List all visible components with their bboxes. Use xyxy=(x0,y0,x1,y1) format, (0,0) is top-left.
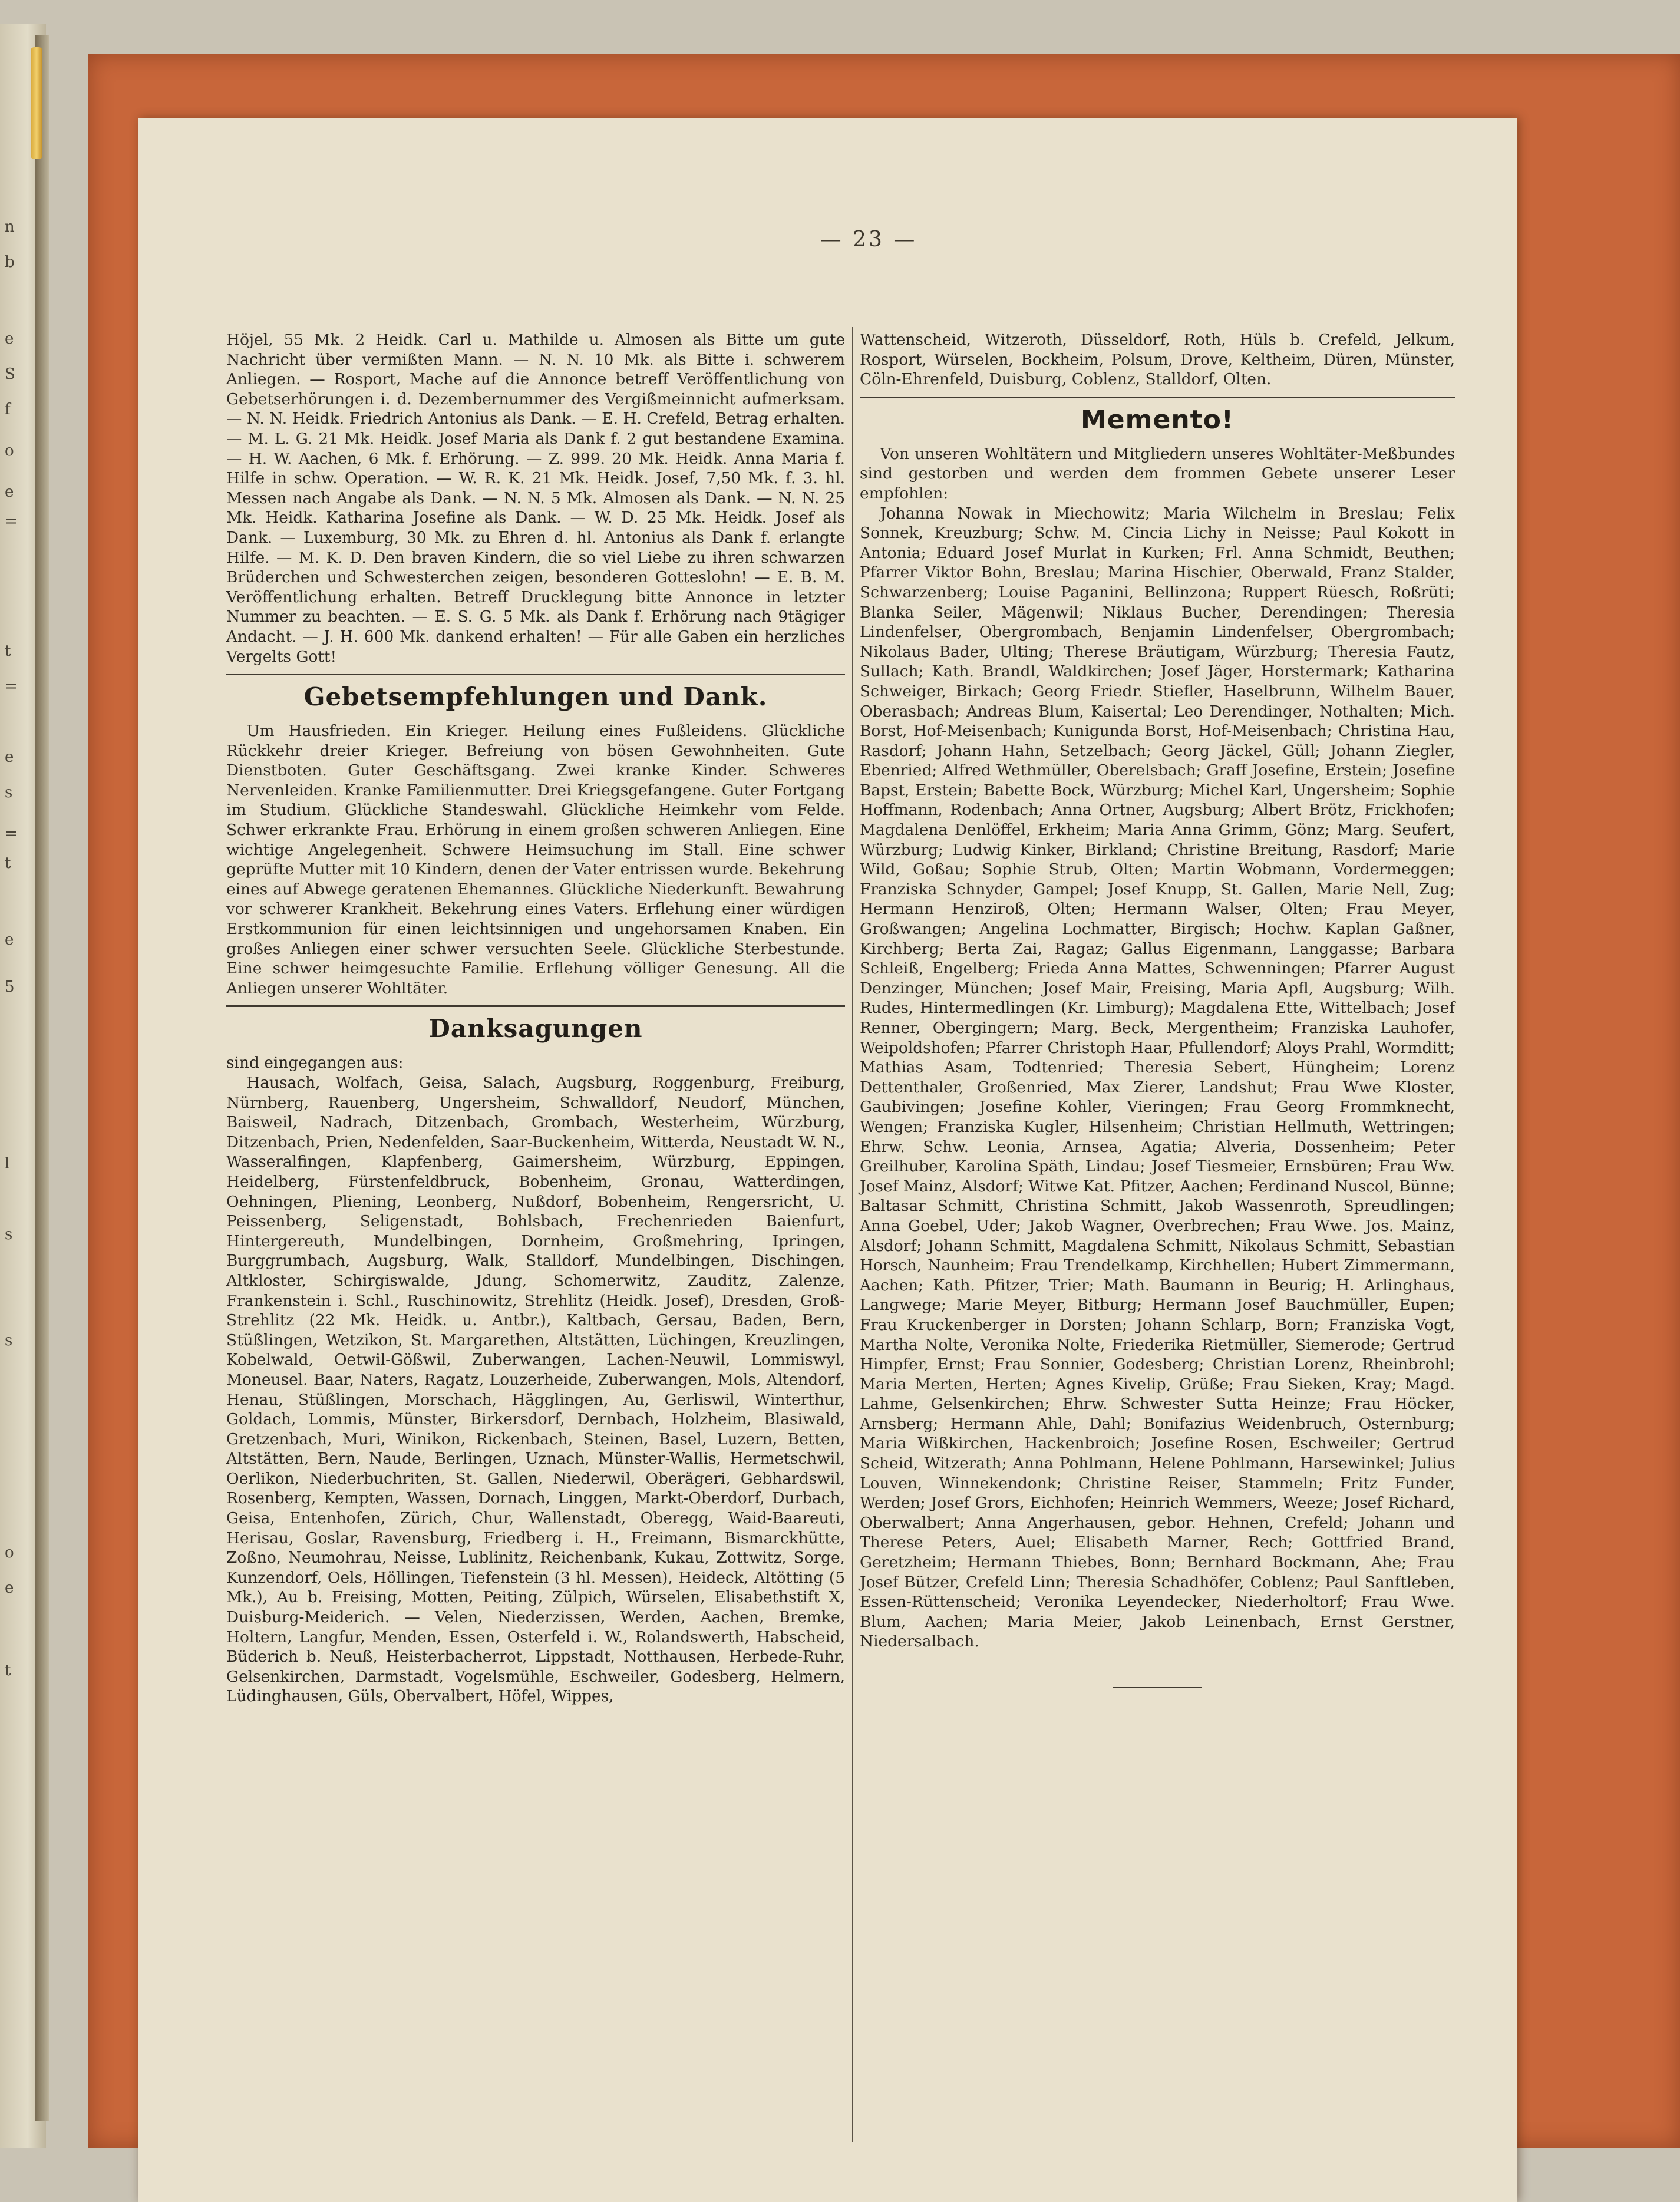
margin-fragment: t xyxy=(5,1662,11,1679)
margin-fragment: S xyxy=(5,365,15,383)
margin-fragment: o xyxy=(5,442,14,460)
section-divider xyxy=(226,1005,845,1007)
margin-fragment: b xyxy=(5,253,15,271)
margin-fragment: f xyxy=(5,401,11,418)
margin-fragment: 5 xyxy=(5,978,15,996)
margin-fragment: s xyxy=(5,784,13,801)
margin-fragment: s xyxy=(5,1332,13,1349)
margin-fragment: l xyxy=(5,1155,10,1173)
book-gutter xyxy=(35,35,49,2121)
prayer-requests-text: Um Hausfrieden. Ein Krieger. Heilung eines Fußleidens. Glückliche Rückkehr dreier Krieger. Befreiung von bösen Gewohnheiten. Gute Dienstboten. Guter Geschäftsgang. Zwei kranke Kinder. Schweres Nervenleiden. Kranke Familienmutter. Drei Kriegsgefangene. Guter Fortgang im Studium. Glückliche Standeswahl. Glückliche Heimkehr vom Felde. Schwer erkrankte Frau. Erhörung in einem großen schweren Anliegen. Eine wichtige Angelegenheit. Schwere Heimsuchung im Stall. Eine schwer geprüfte Mutter mit 10 Kindern, denen der Vater entrissen wurde. Bekehrung eines auf Abwege geratenen Ehemannes. Glückliche Niederkunft. Bewahrung vor schwerer Krankheit. Bekehrung eines Vaters. Erflehung einer würdigen Erstkommunion für einen leichtsinnigen und ungehorsamen Knaben. Ein großes Anliegen einer schwer versuchten Seele. Glückliche Sterbestunde. Eine schwer heimgesuchte Familie. Erflehung völliger Genesung. All die Anliegen unserer Wohltäter. xyxy=(226,722,845,998)
margin-fragment: o xyxy=(5,1544,14,1561)
margin-fragment: t xyxy=(5,854,11,872)
book-page xyxy=(138,118,1517,2202)
margin-fragment: t xyxy=(5,642,11,660)
margin-fragment: = xyxy=(5,825,18,843)
memento-intro: Von unseren Wohltätern und Mitgliedern unseres Wohltäter-Meßbundes sind gestorben und werden dem frommen Gebete unserer Leser empfohlen: xyxy=(860,444,1455,503)
section-divider xyxy=(860,397,1455,398)
end-rule xyxy=(1113,1687,1202,1688)
continued-acknowledgements: Höjel, 55 Mk. 2 Heidk. Carl u. Mathilde u. Almosen als Bitte um gute Nachricht über vermißten Mann. — N. N. 10 Mk. als Bitte i. schwerem Anliegen. — Rosport, Mache auf die Annonce betreff Veröffentlichung von Gebetserhörungen i. d. Dezembernummer des Vergißmeinnicht aufmerksam. — N. N. Heidk. Friedrich Antonius als Dank. — E. H. Crefeld, Betrag erhalten. — M. L. G. 21 Mk. Heidk. Josef Maria als Dank f. 2 gut bestandene Examina. — H. W. Aachen, 6 Mk. f. Erhörung. — Z. 999. 20 Mk. Heidk. Anna Maria f. Hilfe in schw. Operation. — W. R. K. 21 Mk. Heidk. Josef, 7,50 Mk. f. 3. hl. Messen nach Angabe als Dank. — N. N. 5 Mk. Almosen als Dank. — N. N. 25 Mk. Heidk. Katharina Josefine als Dank. — W. D. 25 Mk. Heidk. Josef als Dank. — Luxemburg, 30 Mk. zu Ehren d. hl. Antonius als Dank f. erlangte Hilfe. — M. K. D. Den braven Kindern, die so viel Liebe zu ihren schwarzen Brüderchen und Schwesterchen zeigen, besonderen Gotteslohn! — E. B. M. Veröffentlichung erhalten. Betreff Drucklegung bitte Annonce in letzter Nummer zu beachten. — E. S. G. 5 Mk. als Dank f. Erhörung nach 9tägiger Andacht. — J. H. 600 Mk. dankend erhalten! — Für alle Gaben ein herzliches Vergelts Gott! xyxy=(226,331,845,666)
thanks-places-text: Hausach, Wolfach, Geisa, Salach, Augsburg, Roggenburg, Freiburg, Nürnberg, Rauenberg, Ungersheim, Schwalldorf, Neudorf, München, Baisweil, Nadrach, Ditzenbach, Grombach, Westerheim, Würzburg, Ditzenbach, Prien, Nedenfelden, Saar-Buckenheim, Witterda, Neustadt W. N., Wasseralfingen, Klapfenberg, Gaimersheim, Würzburg, Eppingen, Heidelberg, Fürstenfeldbruck, Bobenheim, Gronau, Watterdingen, Oehningen, Pliening, Leonberg, Nußdorf, Bobenheim, Rengersricht, U. Peissenberg, Seligenstadt, Bohlsbach, Frechenrieden Baienfurt, Hintergereuth, Mundelbingen, Dornheim, Großmehring, Ipringen, Burggrumbach, Augsburg, Walk, Stalldorf, Mundelbingen, Dischingen, Altkloster, Schirgiswalde, Jdung, Schomerwitz, Zauditz, Zalenze, Frankenstein i. Schl., Ruschinowitz, Strehlitz (Heidk. Josef), Dresden, Groß-Strehlitz (22 Mk. Heidk. u. Antbr.), Kaltbach, Gersau, Baden, Bern, Stüßlingen, Wetzikon, St. Margarethen, Altstätten, Lüchingen, Kreuzlingen, Kobelwald, Oetwil-Gößwil, Zuberwangen, Lachen-Neuwil, Lommiswyl, Moneusel. Baar, Naters, Ragatz, Louzerheide, Zuberwangen, Mols, Altendorf, Henau, Stüßlingen, Morschach, Hägglingen, Au, Gerliswil, Winterthur, Goldach, Lommis, Münster, Birkersdorf, Dernbach, Holzheim, Blasiwald, Gretzenbach, Muri, Winikon, Rickenbach, Steinen, Basel, Luzern, Betten, Altstätten, Bern, Naude, Berlingen, Uznach, Münster-Wallis, Hermetschwil, Oerlikon, Niederbuchriten, St. Gallen, Niederwil, Oberägeri, Gebhardswil, Rosenberg, Kempten, Wassen, Dornach, Linggen, Markt-Oberdorf, Durbach, Geisa, Entenhofen, Zürich, Chur, Wallenstadt, Oberegg, Waid-Baareuti, Herisau, Goslar, Ravensburg, Friedberg i. H., Freimann, Bismarckhütte, Zoßno, Neumohrau, Neisse, Lublinitz, Reichenbank, Kukau, Zottwitz, Sorge, Kunzendorf, Oels, Höllingen, Tiefenstein (3 hl. Messen), Heideck, Altötting (5 Mk.), Au b. Freising, Motten, Peiting, Zülpich, Würselen, Elisabethstift X, Duisburg-Meiderich. — Velen, Niederzissen, Werden, Aachen, Bremke, Holtern, Langfur, Menden, Essen, Osterfeld i. W., Rolandswerth, Habscheid, Büderich b. Neuß, Heisterbacherrot, Lippstadt, Notthausen, Herbede-Ruhr, Gelsenkirchen, Darmstadt, Vogelsmühle, Eschweiler, Godesberg, Helmern, Lüdinghausen, Güls, Obervalbert, Höfel, Wippes, xyxy=(226,1074,845,1706)
margin-fragment: e xyxy=(5,330,14,348)
thanks-heading: Danksagungen xyxy=(428,1014,643,1044)
margin-fragment: e xyxy=(5,1579,14,1597)
margin-fragment: = xyxy=(5,513,18,530)
column-divider xyxy=(852,327,853,2142)
bookmark-ribbon xyxy=(31,47,42,159)
margin-fragment: n xyxy=(5,218,15,236)
thanks-intro: sind eingegangen aus: xyxy=(226,1054,404,1072)
right-column xyxy=(860,330,1455,1688)
margin-fragment: s xyxy=(5,1226,13,1243)
continued-places: Wattenscheid, Witzeroth, Düsseldorf, Roth, Hüls b. Crefeld, Jelkum, Rosport, Würselen, Bockheim, Polsum, Drove, Keltheim, Düren, Münster, Cöln-Ehrenfeld, Duisburg, Coblenz, Stalldorf, Olten. xyxy=(860,331,1455,389)
prayer-heading: Gebetsempfehlungen und Dank. xyxy=(303,682,768,712)
margin-fragment: e xyxy=(5,483,14,501)
section-divider xyxy=(226,674,845,675)
margin-fragment: e xyxy=(5,748,14,766)
margin-fragment: e xyxy=(5,931,14,949)
page-number: — 23 — xyxy=(820,227,917,252)
memento-heading: Memento! xyxy=(1081,404,1234,435)
book-cover xyxy=(88,54,1680,2148)
left-column xyxy=(226,330,845,1706)
memento-names-text: Johanna Nowak in Miechowitz; Maria Wilchelm in Breslau; Felix Sonnek, Kreuzburg; Schw. M. Cincia Lichy in Neisse; Paul Kokott in Antonia; Eduard Josef Murlat in Kurken; Frl. Anna Schmidt, Beuthen; Pfarrer Viktor Bohn, Breslau; Marina Hischier, Oberwald, Franz Stalder, Schwarzenberg; Louise Paganini, Bellinzona; Ruppert Rüesch, Roßrüti; Blanka Seiler, Mägenwil; Niklaus Bucher, Derendingen; Theresia Lindenfelser, Obergrombach, Benjamin Lindenfelser, Obergrombach; Nikolaus Bader, Ulting; Therese Bräutigam, Würzburg; Theresia Fautz, Sullach; Kath. Brandl, Waldkirchen; Josef Jäger, Horstermark; Katharina Schweiger, Birkach; Georg Friedr. Stiefler, Haselbrunn, Wilhelm Bauer, Oberasbach; Andreas Blum, Kaisertal; Leo Derendinger, Nothalten; Mich. Borst, Hof-Meisenbach; Kunigunda Borst, Hof-Meisenbach; Christina Hau, Rasdorf; Johann Hahn, Setzelbach; Georg Jäckel, Güll; Johann Ziegler, Ebenried; Alfred Wethmüller, Oberelsbach; Graff Josefine, Erstein; Josefine Bapst, Erstein; Babette Bock, Würzburg; Michel Karl, Ungersheim; Sophie Hoffmann, Rodenbach; Anna Ortner, Augsburg; Albert Brötz, Frickhofen; Magdalena Denlöffel, Erkheim; Maria Anna Grimm, Gönz; Marg. Seufert, Würzburg; Ludwig Kinker, Birkland; Christine Breitung, Rasdorf; Marie Wild, Goßau; Sophie Strub, Olten; Martin Wobmann, Vordermeggen; Franziska Schnyder, Gampel; Josef Knupp, St. Gallen, Marie Nell, Zug; Hermann Henziroß, Olten; Hermann Walser, Olten; Frau Meyer, Großwangen; Angelina Lochmatter, Birgisch; Hochw. Kaplan Gaßner, Kirchberg; Berta Zai, Ragaz; Gallus Eigenmann, Langgasse; Barbara Schleiß, Engelberg; Frieda Anna Mattes, Schwenningen; Pfarrer August Denzinger, München; Josef Mair, Freising, Maria Apfl, Augsburg; Wilh. Rudes, Hintermedlingen (Kr. Limburg); Magdalena Ette, Wittelbach; Josef Renner, Obergingern; Marg. Beck, Mergentheim; Franziska Lauhofer, Weipoldshofen; Pfarrer Christoph Haar, Pfullendorf; Aloys Prahl, Wormditt; Mathias Asam, Todtenried; Theresia Sebert, Hüngheim; Lorenz Dettenthaler, Großenried, Max Zierer, Landshut; Frau Wwe Kloster, Gaubivingen; Josefine Kohler, Vieringen; Frau Georg Frommknecht, Wengen; Franziska Kugler, Hilsenheim; Christian Hellmuth, Wettringen; Ehrw. Schw. Leonia, Arnsea, Agatia; Alveria, Dossenheim; Peter Greilhuber, Karolina Späth, Lindau; Josef Tiesmeier, Ernsbüren; Frau Ww. Josef Mainz, Alsdorf; Witwe Kat. Pfitzer, Aachen; Ferdinand Nuscol, Bünne; Baltasar Schmitt, Christina Schmitt, Jakob Wassenroth, Spreudlingen; Anna Goebel, Uder; Jakob Wagner, Overbrechen; Frau Wwe. Jos. Mainz, Alsdorf; Johann Schmitt, Magdalena Schmitt, Nikolaus Schmitt, Sebastian Horsch, Naunheim; Frau Trendelkamp, Kirchhellen; Hubert Zimmermann, Aachen; Kath. Pfitzer, Trier; Math. Baumann in Beurig; H. Arlinghaus, Langwege; Marie Meyer, Bitburg; Hermann Josef Bauchmüller, Eupen; Frau Kruckenberger in Dorsten; Johann Schlarp, Born; Franziska Vogt, Martha Nolte, Veronika Nolte, Friederika Rietmüller, Siemerode; Gertrud Himpfer, Ernst; Frau Sonnier, Godesberg; Christian Lorenz, Rheinbrohl; Maria Merten, Herten; Agnes Kivelip, Grüße; Frau Sieken, Kray; Magd. Lahme, Gelsenkirchen; Ehrw. Schwester Sutta Heinze; Frau Höcker, Arnsberg; Hermann Ahle, Dahl; Bonifazius Weidenbruch, Osternburg; Maria Wißkirchen, Hackenbroich; Josefine Rosen, Eschweiler; Gertrud Scheid, Witzerath; Anna Pohlmann, Helene Pohlmann, Harsewinkel; Julius Louven, Winnekendonk; Christine Reiser, Stammeln; Fritz Funder, Werden; Josef Grors, Eichhofen; Heinrich Wemmers, Weeze; Josef Richard, Oberwalbert; Anna Angerhausen, gebor. Hehnen, Crefeld; Johann und Therese Peters, Auel; Elisabeth Marner, Rech; Gottfried Brand, Geretzheim; Hermann Thiebes, Bonn; Bernhard Bockmann, Ahe; Frau Josef Bützer, Crefeld Linn; Theresia Schadhöfer, Coblenz; Paul Sanftleben, Essen-Rüttenscheid; Veronika Leyendecker, Niederholtorf; Frau Wwe. Blum, Aachen; Maria Meier, Jakob Leinenbach, Ernst Gerstner, Niedersalbach. xyxy=(860,504,1455,1651)
margin-fragment: = xyxy=(5,678,18,695)
